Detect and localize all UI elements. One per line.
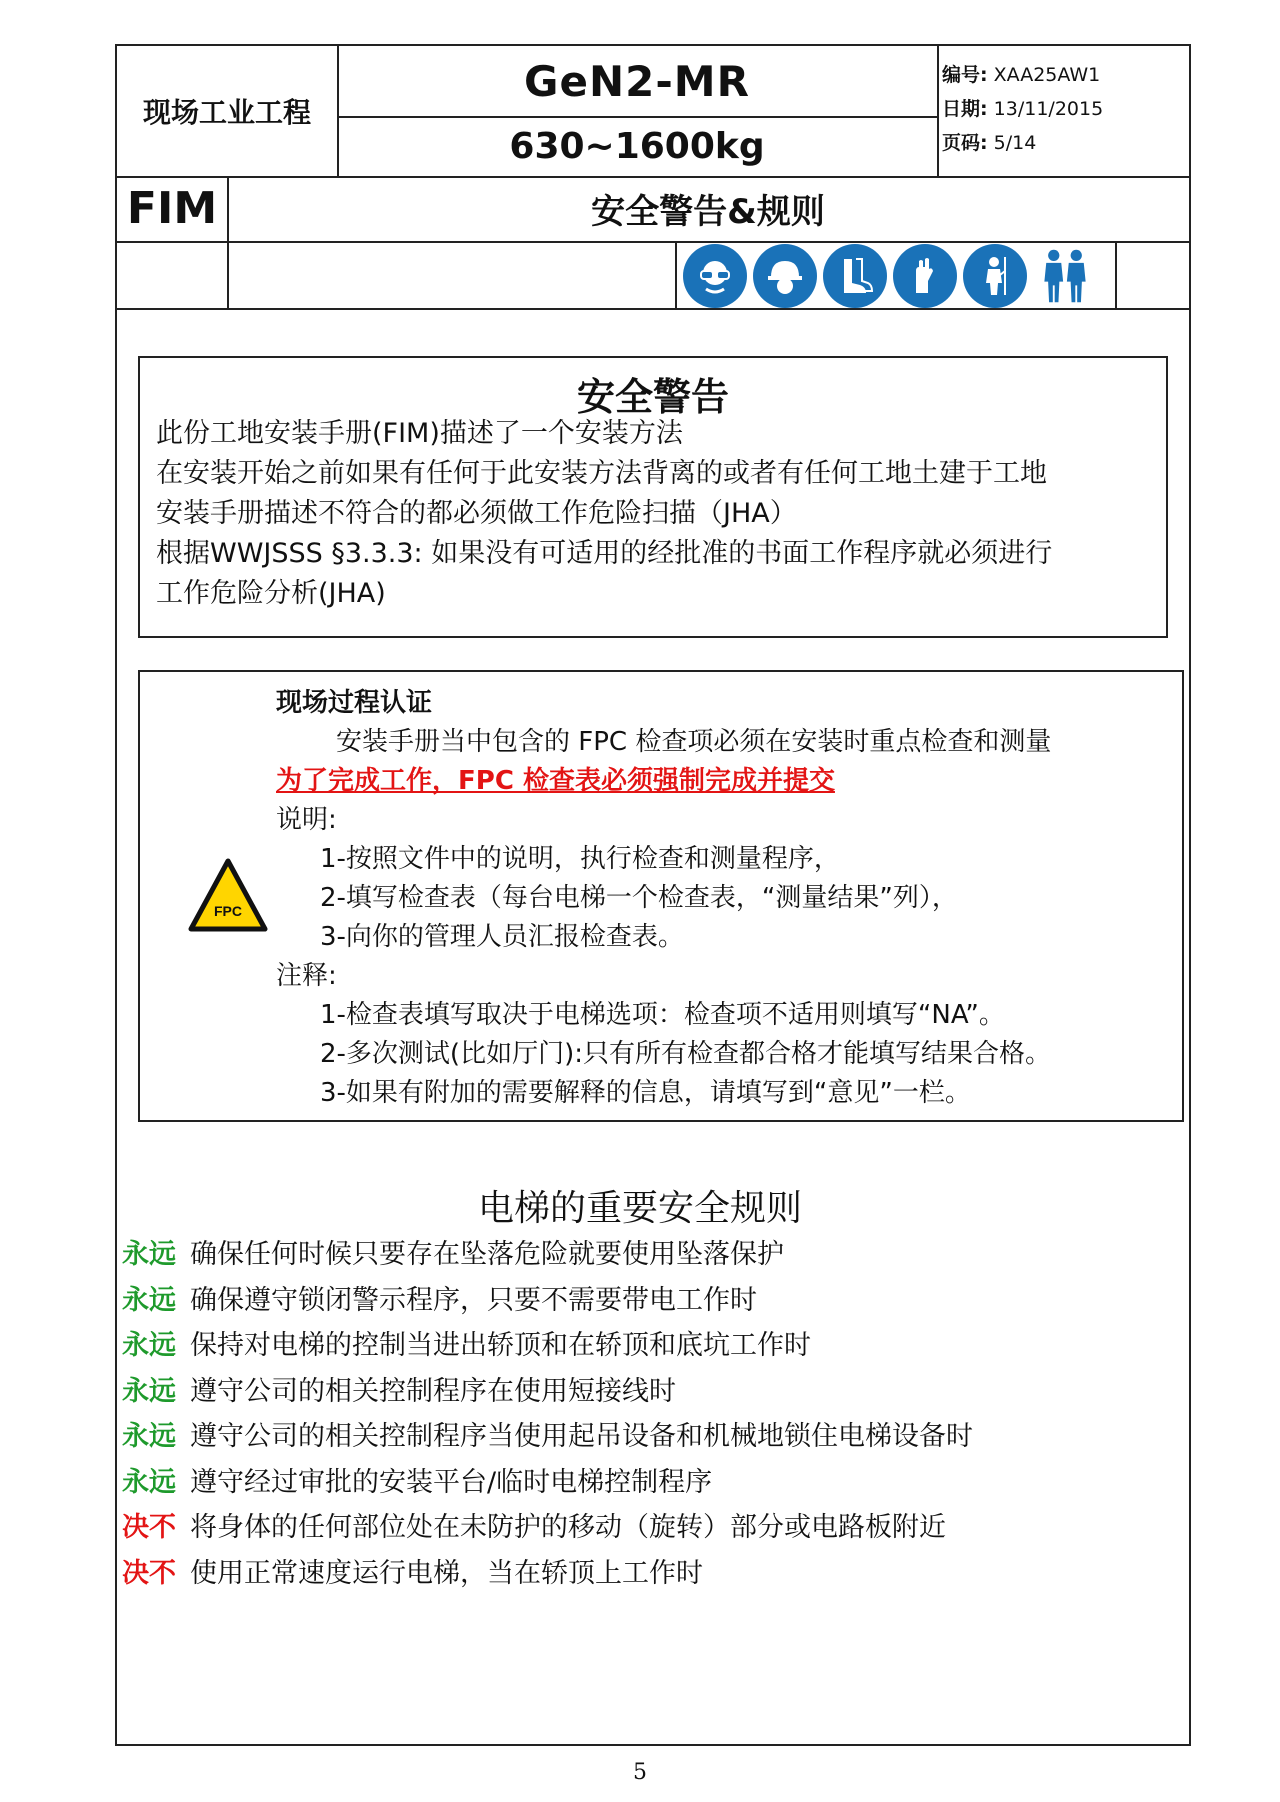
notes-label: 注释: <box>276 961 337 991</box>
doc-type: FIM <box>117 176 229 241</box>
rule-item <box>122 1460 973 1506</box>
rule-text: 遵守经过审批的安装平台/临时电梯控制程序 <box>190 1466 713 1498</box>
rule-keyword: 决不 <box>122 1512 176 1543</box>
warning-line: 在安装开始之前如果有任何于此安装方法背离的或者有任何工地土建于工地 <box>156 458 1047 489</box>
rule-item <box>122 1278 973 1324</box>
note-item: 2-多次测试(比如厅门):只有所有检查都合格才能填写结果合格。 <box>320 1039 1051 1069</box>
rule-item <box>122 1551 973 1597</box>
rule-item <box>122 1505 973 1551</box>
code-value: XAA25AW1 <box>993 64 1101 86</box>
code-label: 编号: <box>942 64 988 86</box>
rule-item <box>122 1232 973 1278</box>
note-item: 3-如果有附加的需要解释的信息，请填写到“意见”一栏。 <box>320 1078 971 1108</box>
empty-cell <box>227 241 677 310</box>
rule-item <box>122 1323 973 1369</box>
rule-keyword: 永远 <box>122 1421 176 1452</box>
ppe-icon-strip <box>675 241 1115 310</box>
note-item: 1-检查表填写取决于电梯选项：检查项不适用则填写“NA”。 <box>320 1000 1005 1030</box>
rule-text: 保持对电梯的控制当进出轿顶和在轿顶和底坑工作时 <box>190 1330 811 1361</box>
divider <box>1115 241 1117 310</box>
page-number: 5 <box>633 1760 647 1785</box>
rule-text: 将身体的任何部位处在未防护的移动（旋转）部分或电路板附近 <box>190 1512 946 1543</box>
rule-text: 确保遵守锁闭警示程序，只要不需要带电工作时 <box>190 1284 757 1316</box>
page-value: 5/14 <box>993 132 1037 154</box>
rule-text: 使用正常速度运行电梯，当在轿顶上工作时 <box>190 1557 703 1589</box>
rules-list <box>122 1232 973 1596</box>
product-cell <box>337 46 939 176</box>
header-row-icons <box>117 241 1189 310</box>
date-row <box>942 92 1103 126</box>
date-value: 13/11/2015 <box>993 98 1104 120</box>
document-meta <box>942 58 1103 160</box>
warning-line: 此份工地安装手册(FIM)描述了一个安装方法 <box>156 418 683 449</box>
instruction-item: 3-向你的管理人员汇报检查表。 <box>320 922 684 952</box>
instruction-item: 2-填写检查表（每台电梯一个检查表，“测量结果”列）， <box>320 883 958 913</box>
rule-keyword: 永远 <box>122 1239 176 1270</box>
rule-keyword: 决不 <box>122 1557 176 1589</box>
fpc-mandatory: 为了完成工作，FPC 检查表必须强制完成并提交 <box>276 766 835 796</box>
gloves-icon <box>893 244 957 308</box>
document-header <box>115 44 1191 310</box>
date-label: 日期: <box>942 98 988 120</box>
product-name: GeN2-MR <box>337 46 937 118</box>
two-persons-icon <box>1033 244 1097 308</box>
fpc-title: 现场过程认证 <box>276 688 433 718</box>
empty-cell <box>117 241 229 310</box>
warning-title: 安全警告 <box>576 375 729 419</box>
capacity-range: 630~1600kg <box>509 125 765 167</box>
hard-hat-icon <box>753 244 817 308</box>
warning-text <box>156 414 1052 614</box>
fall-harness-icon <box>963 244 1027 308</box>
rules-title: 电梯的重要安全规则 <box>477 1188 802 1229</box>
fpc-box <box>138 670 1184 1122</box>
rule-keyword: 永远 <box>122 1330 176 1361</box>
warning-line: 安装手册描述不符合的都必须做工作危险扫描（JHA） <box>156 498 797 529</box>
fpc-text <box>276 684 1051 1113</box>
safety-glasses-icon <box>683 244 747 308</box>
section-title: 安全警告&规则 <box>591 192 825 232</box>
page-label: 页码: <box>942 132 988 154</box>
safety-warning-box <box>138 356 1168 638</box>
rule-keyword: 永远 <box>122 1375 176 1407</box>
fpc-warning-icon <box>188 858 268 932</box>
fpc-badge-label: FPC <box>214 903 242 919</box>
warning-line: 工作危险分析(JHA) <box>156 578 386 609</box>
rule-keyword: 永远 <box>122 1466 176 1498</box>
warning-line: 根据WWJSSS §3.3.3: 如果没有可适用的经批准的书面工作程序就必须进行 <box>156 538 1053 569</box>
rule-text: 遵守公司的相关控制程序在使用短接线时 <box>190 1375 676 1407</box>
instructions-label: 说明: <box>276 805 337 835</box>
rule-keyword: 永远 <box>122 1284 176 1316</box>
instruction-item: 1-按照文件中的说明，执行检查和测量程序， <box>320 844 840 874</box>
fpc-intro: 安装手册当中包含的 FPC 检查项必须在安装时重点检查和测量 <box>336 727 1052 757</box>
rule-item <box>122 1414 973 1460</box>
code-row <box>942 58 1103 92</box>
header-row-section <box>117 176 1189 243</box>
organization-name: 现场工业工程 <box>117 46 339 176</box>
rule-text: 遵守公司的相关控制程序当使用起吊设备和机械地锁住电梯设备时 <box>190 1421 973 1452</box>
rule-item <box>122 1369 973 1415</box>
page-row <box>942 126 1103 160</box>
rule-text: 确保任何时候只要存在坠落危险就要使用坠落保护 <box>190 1239 784 1270</box>
header-row-top <box>117 46 1189 178</box>
safety-boots-icon <box>823 244 887 308</box>
